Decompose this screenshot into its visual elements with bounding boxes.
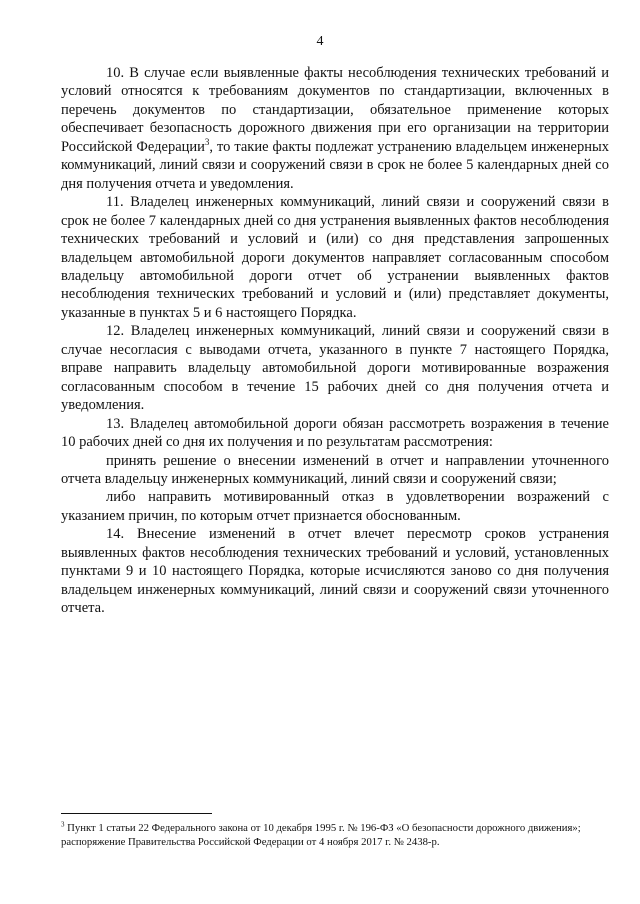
page-number: 4 bbox=[316, 34, 324, 49]
paragraph-13-option-2: либо направить мотивированный отказ в удовлетворении возражений с указанием причин, по которым отчет признается обоснованным. bbox=[61, 489, 609, 524]
footnote-mark: 3 bbox=[61, 820, 65, 829]
paragraph-10-text-continued: , то такие факты подлежат устранению владельцем инженерных коммуникаций, линий связи и сооружений связи в срок не более 5 календарных дней со дня получения отчета и уведомления. bbox=[61, 138, 609, 192]
footnote bbox=[61, 821, 609, 849]
paragraph-13-option-1: принять решение о внесении изменений в отчет и направлении уточненного отчета владельцу инженерных коммуникаций, линий связи и сооружений связи; bbox=[61, 452, 609, 487]
paragraph-12: 12. Владелец инженерных коммуникаций, линий связи и сооружений связи в случае несогласия с выводами отчета, указанного в пункте 7 настоящего Порядка, вправе направить владельцу автомобильной дороги мотивированные возражения согласованным способом в течение 15 рабочих дней со дня получения отчета и уведомления. bbox=[61, 323, 609, 414]
footnote-divider bbox=[61, 813, 212, 814]
footnote-text: Пункт 1 статьи 22 Федерального закона от 10 декабря 1995 г. № 196-ФЗ «О безопасности дорожного движения»; распоряжение Правительства Российской Федерации от 4 ноября 2017 г. № 2438-р. bbox=[61, 822, 581, 848]
footnote-reference: 3 bbox=[204, 136, 210, 147]
paragraph-10-text: 10. В случае если выявленные факты несоблюдения технических требований и условий относятся к требованиям документов по стандартизации, включенных в перечень документов по стандартизации, обязательное применение которых обеспечивает безопасность дорожного движения при его организации на территории Российской Федерации bbox=[61, 65, 609, 155]
paragraph-11: 11. Владелец инженерных коммуникаций, линий связи и сооружений связи в срок не более 7 календарных дней со дня устранения выявленных фактов несоблюдения технических требований и условий и (или) со дня представления запрошенных владельцем автомобильной дороги документов направляет согласованным способом владельцу автомобильной дороги отчет об устранении выявленных фактов несоблюдения технических требований и условий и (или) представляет документы, указанные в пунктах 5 и 6 настоящего Порядка. bbox=[61, 194, 609, 321]
paragraph-10 bbox=[61, 64, 609, 193]
document-body bbox=[61, 64, 609, 618]
paragraph-14: 14. Внесение изменений в отчет влечет пересмотр сроков устранения выявленных фактов несоблюдения технических требований и условий, установленных пунктами 9 и 10 настоящего Порядка, которые исчисляются заново со дня получения владельцем инженерных коммуникаций, линий связи и сооружений связи уточненного отчета. bbox=[61, 526, 609, 617]
paragraph-13: 13. Владелец автомобильной дороги обязан рассмотреть возражения в течение 10 рабочих дней со дня их получения и по результатам рассмотрения: bbox=[61, 415, 609, 451]
